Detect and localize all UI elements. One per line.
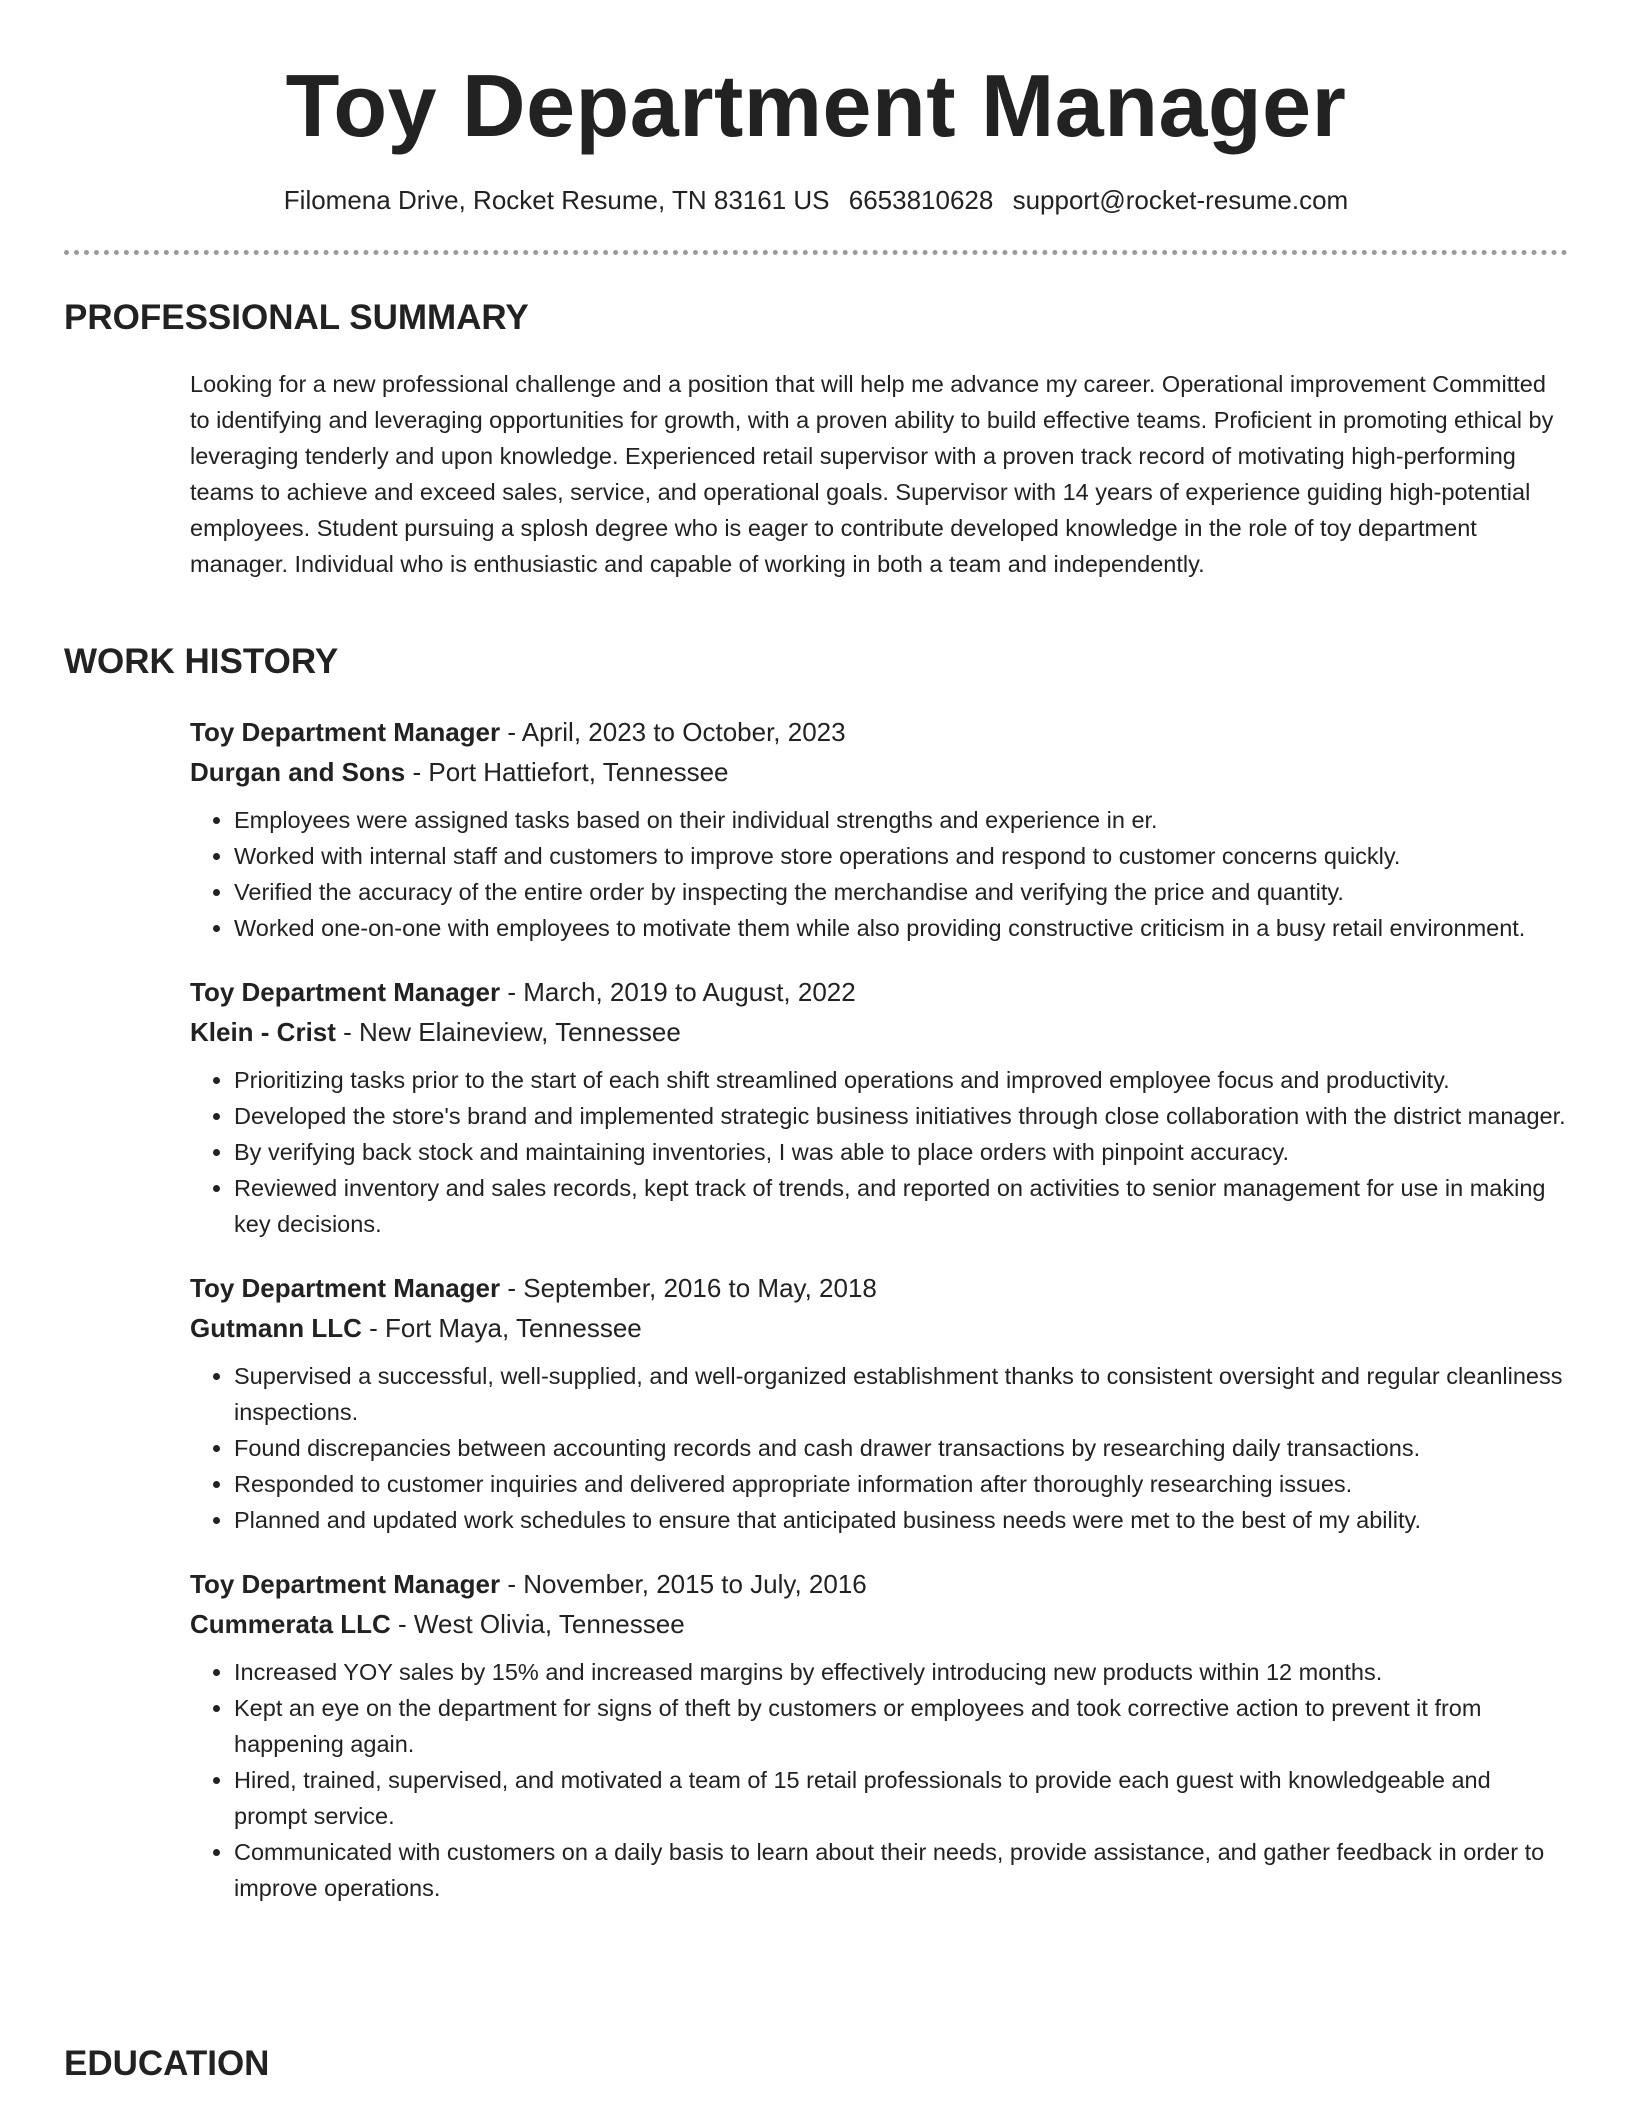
job-dates: - April, 2023 to October, 2023 — [500, 717, 846, 747]
job-company-line — [190, 1012, 1570, 1052]
job-bullets — [190, 1062, 1570, 1242]
job-bullets — [190, 1654, 1570, 1906]
job-bullet: • Kept an eye on the department for signs of theft by customers or employees and took corrective action to prevent it from happening again. — [234, 1690, 1570, 1762]
job-company-line — [190, 1604, 1570, 1644]
job-company: Durgan and Sons — [190, 757, 406, 787]
job-location: - Port Hattiefort, Tennessee — [405, 757, 729, 787]
job-entry — [190, 972, 1570, 1242]
section-title-summary: PROFESSIONAL SUMMARY — [64, 298, 529, 337]
job-title-line — [190, 712, 1570, 752]
job-company-line — [190, 1308, 1570, 1348]
job-entry — [190, 1268, 1570, 1538]
job-title-line — [190, 972, 1570, 1012]
job-bullet: • Reviewed inventory and sales records, kept track of trends, and reported on activities to senior management for use in making key decisions. — [234, 1170, 1570, 1242]
contact-email: support@rocket-resume.com — [1012, 185, 1349, 215]
job-bullet: • Worked with internal staff and customers to improve store operations and respond to customer concerns quickly. — [234, 838, 1570, 874]
job-title: Toy Department Manager — [190, 977, 501, 1007]
job-bullet: • Verified the accuracy of the entire order by inspecting the merchandise and verifying the price and quantity. — [234, 874, 1570, 910]
job-bullet: • Supervised a successful, well-supplied, and well-organized establishment thanks to consistent oversight and regular cleanliness inspections. — [234, 1358, 1570, 1430]
job-location: - New Elaineview, Tennessee — [335, 1017, 681, 1047]
contact-phone: 6653810628 — [848, 185, 994, 215]
professional-summary: Looking for a new professional challenge and a position that will help me advance my career. Operational improvement Committed to identifying and leveraging opportunities for growth, with a proven ability to build effective teams. Proficient in promoting ethical by leveraging tenderly and upon knowledge. Experienced retail supervisor with a proven track record of motivating high-performing teams to achieve and exceed sales, service, and operational goals. Supervisor with 14 years of experience guiding high-potential employees. Student pursuing a splosh degree who is eager to contribute developed knowledge in the role of toy department manager. Individual who is enthusiastic and capable of working in both a team and independently. — [190, 371, 1554, 577]
job-bullet: • Prioritizing tasks prior to the start of each shift streamlined operations and improved employee focus and productivity. — [234, 1062, 1570, 1098]
job-bullet: • Communicated with customers on a daily basis to learn about their needs, provide assistance, and gather feedback in order to improve operations. — [234, 1834, 1570, 1906]
job-bullet: • Found discrepancies between accounting records and cash drawer transactions by researching daily transactions. — [234, 1430, 1570, 1466]
work-history-list — [190, 712, 1570, 1932]
job-bullet: • Increased YOY sales by 15% and increased margins by effectively introducing new products within 12 months. — [234, 1654, 1570, 1690]
resume-name: Toy Department Manager — [285, 56, 1347, 155]
job-company-line — [190, 752, 1570, 792]
header-divider — [64, 250, 1568, 255]
job-title: Toy Department Manager — [190, 1569, 501, 1599]
job-location: - West Olivia, Tennessee — [390, 1609, 685, 1639]
job-bullet: • Employees were assigned tasks based on their individual strengths and experience in er. — [234, 802, 1570, 838]
job-entry — [190, 712, 1570, 946]
job-company: Klein - Crist — [190, 1017, 336, 1047]
job-dates: - September, 2016 to May, 2018 — [500, 1273, 877, 1303]
job-title-line — [190, 1564, 1570, 1604]
job-bullets — [190, 802, 1570, 946]
job-bullet: • Hired, trained, supervised, and motivated a team of 15 retail professionals to provide each guest with knowledgeable and prompt service. — [234, 1762, 1570, 1834]
contact-line — [0, 182, 1632, 218]
job-bullets — [190, 1358, 1570, 1538]
job-bullet: • Worked one-on-one with employees to motivate them while also providing constructive criticism in a busy retail environment. — [234, 910, 1570, 946]
job-dates: - March, 2019 to August, 2022 — [500, 977, 856, 1007]
job-company: Gutmann LLC — [190, 1313, 362, 1343]
section-title-work-history: WORK HISTORY — [64, 642, 339, 681]
contact-address: Filomena Drive, Rocket Resume, TN 83161 US — [283, 185, 830, 215]
job-bullet: • Planned and updated work schedules to ensure that anticipated business needs were met to the best of my ability. — [234, 1502, 1570, 1538]
section-title-education: EDUCATION — [64, 2044, 270, 2083]
job-entry — [190, 1564, 1570, 1906]
job-bullet: • By verifying back stock and maintaining inventories, I was able to place orders with pinpoint accuracy. — [234, 1134, 1570, 1170]
job-location: - Fort Maya, Tennessee — [361, 1313, 642, 1343]
job-title: Toy Department Manager — [190, 1273, 501, 1303]
job-bullet: • Developed the store's brand and implemented strategic business initiatives through close collaboration with the district manager. — [234, 1098, 1570, 1134]
job-title: Toy Department Manager — [190, 717, 501, 747]
job-dates: - November, 2015 to July, 2016 — [500, 1569, 867, 1599]
job-bullet: • Responded to customer inquiries and delivered appropriate information after thoroughly researching issues. — [234, 1466, 1570, 1502]
job-title-line — [190, 1268, 1570, 1308]
job-company: Cummerata LLC — [190, 1609, 391, 1639]
